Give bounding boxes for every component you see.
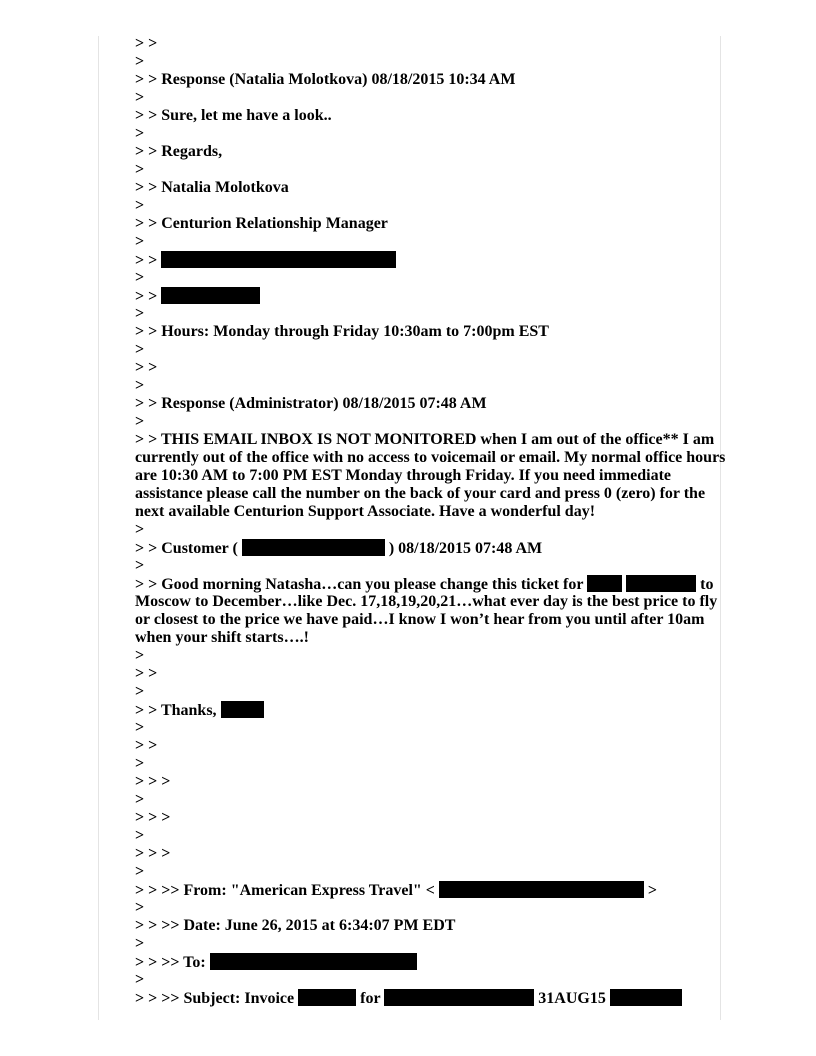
line-text: > <box>135 53 145 70</box>
text-line <box>135 143 725 161</box>
line-text: > > Centurion Relationship Manager <box>135 215 388 232</box>
line-text: > > Regards, <box>135 143 223 160</box>
text-line <box>135 629 725 647</box>
text-line <box>135 377 725 395</box>
text-line <box>135 791 725 809</box>
line-text: > <box>135 683 145 700</box>
line-text: or closest to the price we have paid…I know I won’t hear from you until after 10am <box>135 611 705 628</box>
text-line <box>135 71 725 89</box>
text-line <box>135 341 725 359</box>
line-text: > <box>135 755 145 772</box>
line-text: > <box>135 971 145 988</box>
line-text: > > > <box>135 773 171 790</box>
redaction-box <box>439 881 644 898</box>
line-text: to <box>696 576 714 593</box>
line-text: > > <box>135 665 158 682</box>
line-text: > <box>135 341 145 358</box>
line-text: > > Response (Natalia Molotkova) 08/18/2015 10:34 AM <box>135 71 516 88</box>
line-text: > > <box>135 737 158 754</box>
text-line <box>135 773 725 791</box>
line-text: > <box>135 557 145 574</box>
line-text: > <box>135 521 145 538</box>
line-text: > > Hours: Monday through Friday 10:30am to 7:00pm EST <box>135 323 549 340</box>
text-line <box>135 899 725 917</box>
line-text: currently out of the office with no access to voicemail or email. My normal office hours <box>135 449 726 466</box>
text-line <box>135 809 725 827</box>
line-text: > > >> From: "American Express Travel" < <box>135 882 439 899</box>
line-text: when your shift starts….! <box>135 629 309 646</box>
text-line <box>135 521 725 539</box>
line-text: > > >> Date: June 26, 2015 at 6:34:07 PM EDT <box>135 917 456 934</box>
line-text: > > Good morning Natasha…can you please change this ticket for <box>135 576 588 593</box>
text-line <box>135 395 725 413</box>
redaction-box <box>384 989 534 1006</box>
redaction-box <box>626 575 696 592</box>
text-line <box>135 197 725 215</box>
text-line <box>135 665 725 683</box>
text-line <box>135 827 725 845</box>
text-line <box>135 935 725 953</box>
text-line <box>135 53 725 71</box>
text-line <box>135 953 725 971</box>
line-text: > > >> Subject: Invoice <box>135 990 299 1007</box>
text-line <box>135 845 725 863</box>
text-line <box>135 215 725 233</box>
text-line <box>135 89 725 107</box>
text-line <box>135 539 725 557</box>
redaction-box <box>161 287 260 304</box>
text-line <box>135 593 725 611</box>
line-text: > > >> To: <box>135 954 210 971</box>
line-text: > <box>135 899 145 916</box>
line-text: > <box>643 882 658 899</box>
text-line <box>135 287 725 305</box>
text-line <box>135 251 725 269</box>
line-text: > > <box>135 288 162 305</box>
text-line <box>135 161 725 179</box>
line-text: Moscow to December…like Dec. 17,18,19,20,21…what ever day is the best price to fly <box>135 593 718 610</box>
text-line <box>135 863 725 881</box>
text-line <box>135 719 725 737</box>
text-line <box>135 683 725 701</box>
text-line <box>135 575 725 593</box>
redaction-box <box>221 701 264 718</box>
text-line <box>135 557 725 575</box>
line-text: > <box>135 863 145 880</box>
redaction-box <box>298 989 356 1006</box>
text-line <box>135 485 725 503</box>
text-line <box>135 179 725 197</box>
line-text: > > > <box>135 845 171 862</box>
line-text: > > Natalia Molotkova <box>135 179 289 196</box>
text-line <box>135 737 725 755</box>
text-line <box>135 413 725 431</box>
text-line <box>135 917 725 935</box>
line-text: > <box>135 791 145 808</box>
line-text: > <box>135 125 145 142</box>
text-line <box>135 269 725 287</box>
text-line <box>135 431 725 449</box>
line-text: for <box>356 990 385 1007</box>
line-text: > <box>135 305 145 322</box>
redaction-box <box>210 953 417 970</box>
line-text: ) 08/18/2015 07:48 AM <box>384 540 543 557</box>
redaction-box <box>587 575 622 592</box>
line-text: > <box>135 935 145 952</box>
line-text: next available Centurion Support Associate. Have a wonderful day! <box>135 503 596 520</box>
line-text: > <box>135 413 145 430</box>
text-line <box>135 323 725 341</box>
text-line <box>135 107 725 125</box>
line-text: > <box>135 827 145 844</box>
text-line <box>135 467 725 485</box>
email-thread-body <box>135 35 725 1007</box>
text-line <box>135 701 725 719</box>
line-text: > > <box>135 35 158 52</box>
text-line <box>135 611 725 629</box>
line-text: > > > <box>135 809 171 826</box>
text-line <box>135 305 725 323</box>
line-text: > <box>135 269 145 286</box>
line-text: > <box>135 719 145 736</box>
redaction-box <box>610 989 682 1006</box>
line-text: > > THIS EMAIL INBOX IS NOT MONITORED when I am out of the office** I am <box>135 431 715 448</box>
line-text: > > Response (Administrator) 08/18/2015 07:48 AM <box>135 395 487 412</box>
line-text: > <box>135 161 145 178</box>
text-line <box>135 449 725 467</box>
line-text: > <box>135 89 145 106</box>
text-line <box>135 755 725 773</box>
line-text: > > Customer ( <box>135 540 242 557</box>
text-line <box>135 647 725 665</box>
line-text: > <box>135 377 145 394</box>
text-line <box>135 971 725 989</box>
text-line <box>135 503 725 521</box>
text-line <box>135 881 725 899</box>
line-text: > <box>135 197 145 214</box>
line-text: > <box>135 647 145 664</box>
text-line <box>135 359 725 377</box>
line-text: are 10:30 AM to 7:00 PM EST Monday through Friday. If you need immediate <box>135 467 671 484</box>
text-line <box>135 989 725 1007</box>
redaction-box <box>242 539 385 556</box>
line-text: 31AUG15 <box>534 990 610 1007</box>
line-text: > > Sure, let me have a look.. <box>135 107 332 124</box>
text-line <box>135 125 725 143</box>
text-line <box>135 35 725 53</box>
line-text: > > Thanks, <box>135 702 221 719</box>
redaction-box <box>161 251 396 268</box>
text-line <box>135 233 725 251</box>
line-text: assistance please call the number on the back of your card and press 0 (zero) for the <box>135 485 706 502</box>
line-text: > <box>135 233 145 250</box>
line-text: > > <box>135 359 158 376</box>
line-text: > > <box>135 252 162 269</box>
